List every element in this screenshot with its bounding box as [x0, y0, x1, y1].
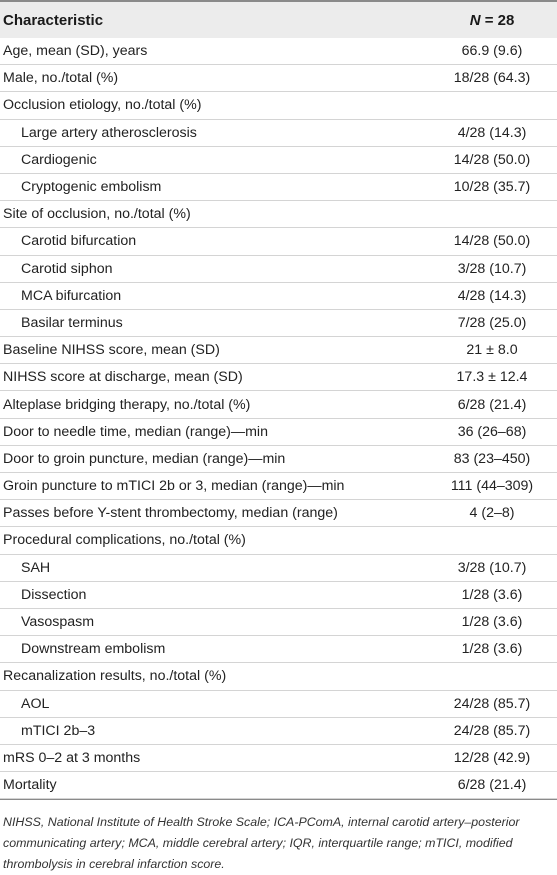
row-label: Cryptogenic embolism [21, 179, 162, 196]
table-header-row [0, 2, 557, 38]
table-row [0, 555, 557, 582]
row-label: Male, no./total (%) [3, 70, 119, 87]
row-value: 24/28 (85.7) [453, 695, 531, 712]
table-row [0, 174, 557, 201]
header-n-label: N [469, 11, 481, 29]
row-label: SAH [21, 559, 51, 576]
row-label: Downstream embolism [21, 641, 166, 658]
table-row [0, 745, 557, 772]
table-row [0, 691, 557, 718]
row-value: 12/28 (42.9) [453, 749, 531, 766]
table-row [0, 391, 557, 418]
table-row [0, 38, 557, 65]
row-label: mTICI 2b–3 [21, 722, 96, 739]
row-label: AOL [21, 695, 50, 712]
row-value: 66.9 (9.6) [461, 43, 523, 60]
row-label: Alteplase bridging therapy, no./total (%) [3, 396, 251, 413]
table-row [0, 283, 557, 310]
table-row [0, 120, 557, 147]
row-value: 21 ± 8.0 [466, 342, 518, 359]
table-body [0, 38, 557, 799]
row-label: Baseline NIHSS score, mean (SD) [3, 342, 220, 359]
row-label: Large artery atherosclerosis [21, 124, 197, 141]
row-label: Passes before Y-stent thrombectomy, median (range) [3, 505, 338, 522]
row-value: 1/28 (3.6) [461, 586, 523, 603]
table-row [0, 337, 557, 364]
row-value: 1/28 (3.6) [461, 614, 523, 631]
table-row [0, 582, 557, 609]
row-label: Carotid siphon [21, 260, 113, 277]
row-value: 111 (44–309) [450, 478, 534, 495]
header-sample-size [427, 12, 557, 29]
row-label: Dissection [21, 586, 87, 603]
row-label: Procedural complications, no./total (%) [3, 532, 246, 549]
table-row [0, 256, 557, 283]
table-row [0, 228, 557, 255]
row-label: mRS 0–2 at 3 months [3, 749, 141, 766]
table-row [0, 364, 557, 391]
row-label: Mortality [3, 777, 57, 794]
table-row [0, 718, 557, 745]
table-row [0, 473, 557, 500]
row-value: 14/28 (50.0) [453, 151, 531, 168]
row-value: 3/28 (10.7) [457, 559, 527, 576]
table-row [0, 500, 557, 527]
row-label: Basilar terminus [21, 314, 123, 331]
row-value: 3/28 (10.7) [457, 260, 527, 277]
table-row [0, 446, 557, 473]
table-row [0, 663, 557, 690]
row-value: 4/28 (14.3) [457, 124, 527, 141]
row-value: 18/28 (64.3) [453, 70, 531, 87]
row-value: 6/28 (21.4) [457, 777, 527, 794]
table-row [0, 310, 557, 337]
row-label: Vasospasm [21, 614, 95, 631]
row-value: 24/28 (85.7) [453, 722, 531, 739]
row-label: MCA bifurcation [21, 287, 122, 304]
table-row [0, 772, 557, 799]
row-value: 83 (23–450) [453, 450, 531, 467]
table-row [0, 419, 557, 446]
row-value: 7/28 (25.0) [457, 314, 527, 331]
table-footnote: NIHSS, National Institute of Health Stroke Scale; ICA-PComA, internal carotid artery–posterior communicating artery; MCA, middle cerebral artery; IQR, interquartile range; mTICI, modified thrombolysis in cerebral infarction score. [3, 815, 520, 872]
table-row [0, 92, 557, 119]
row-value: 17.3 ± 12.4 [456, 369, 528, 386]
row-label: Groin puncture to mTICI 2b or 3, median (range)—min [3, 478, 345, 495]
table-row [0, 636, 557, 663]
table-row [0, 609, 557, 636]
table-row [0, 65, 557, 92]
row-value: 4 (2–8) [469, 505, 515, 522]
row-label: Age, mean (SD), years [3, 43, 148, 60]
row-label: Site of occlusion, no./total (%) [3, 206, 191, 223]
table-bottom-rule [0, 799, 557, 800]
row-label: Recanalization results, no./total (%) [3, 668, 227, 685]
row-label: NIHSS score at discharge, mean (SD) [3, 369, 243, 386]
row-value: 10/28 (35.7) [453, 179, 531, 196]
row-label: Door to needle time, median (range)—min [3, 423, 268, 440]
table-row [0, 201, 557, 228]
row-label: Cardiogenic [21, 151, 97, 168]
row-value: 14/28 (50.0) [453, 233, 531, 250]
row-label: Carotid bifurcation [21, 233, 137, 250]
row-value: 4/28 (14.3) [457, 287, 527, 304]
row-label: Occlusion etiology, no./total (%) [3, 97, 202, 114]
row-value: 6/28 (21.4) [457, 396, 527, 413]
table-row [0, 147, 557, 174]
table-row [0, 527, 557, 554]
row-value: 1/28 (3.6) [461, 641, 523, 658]
row-label: Door to groin puncture, median (range)—min [3, 450, 286, 467]
header-characteristic: Characteristic [3, 11, 104, 29]
row-value: 36 (26–68) [457, 423, 527, 440]
header-n-eq: = 28 [480, 11, 515, 29]
